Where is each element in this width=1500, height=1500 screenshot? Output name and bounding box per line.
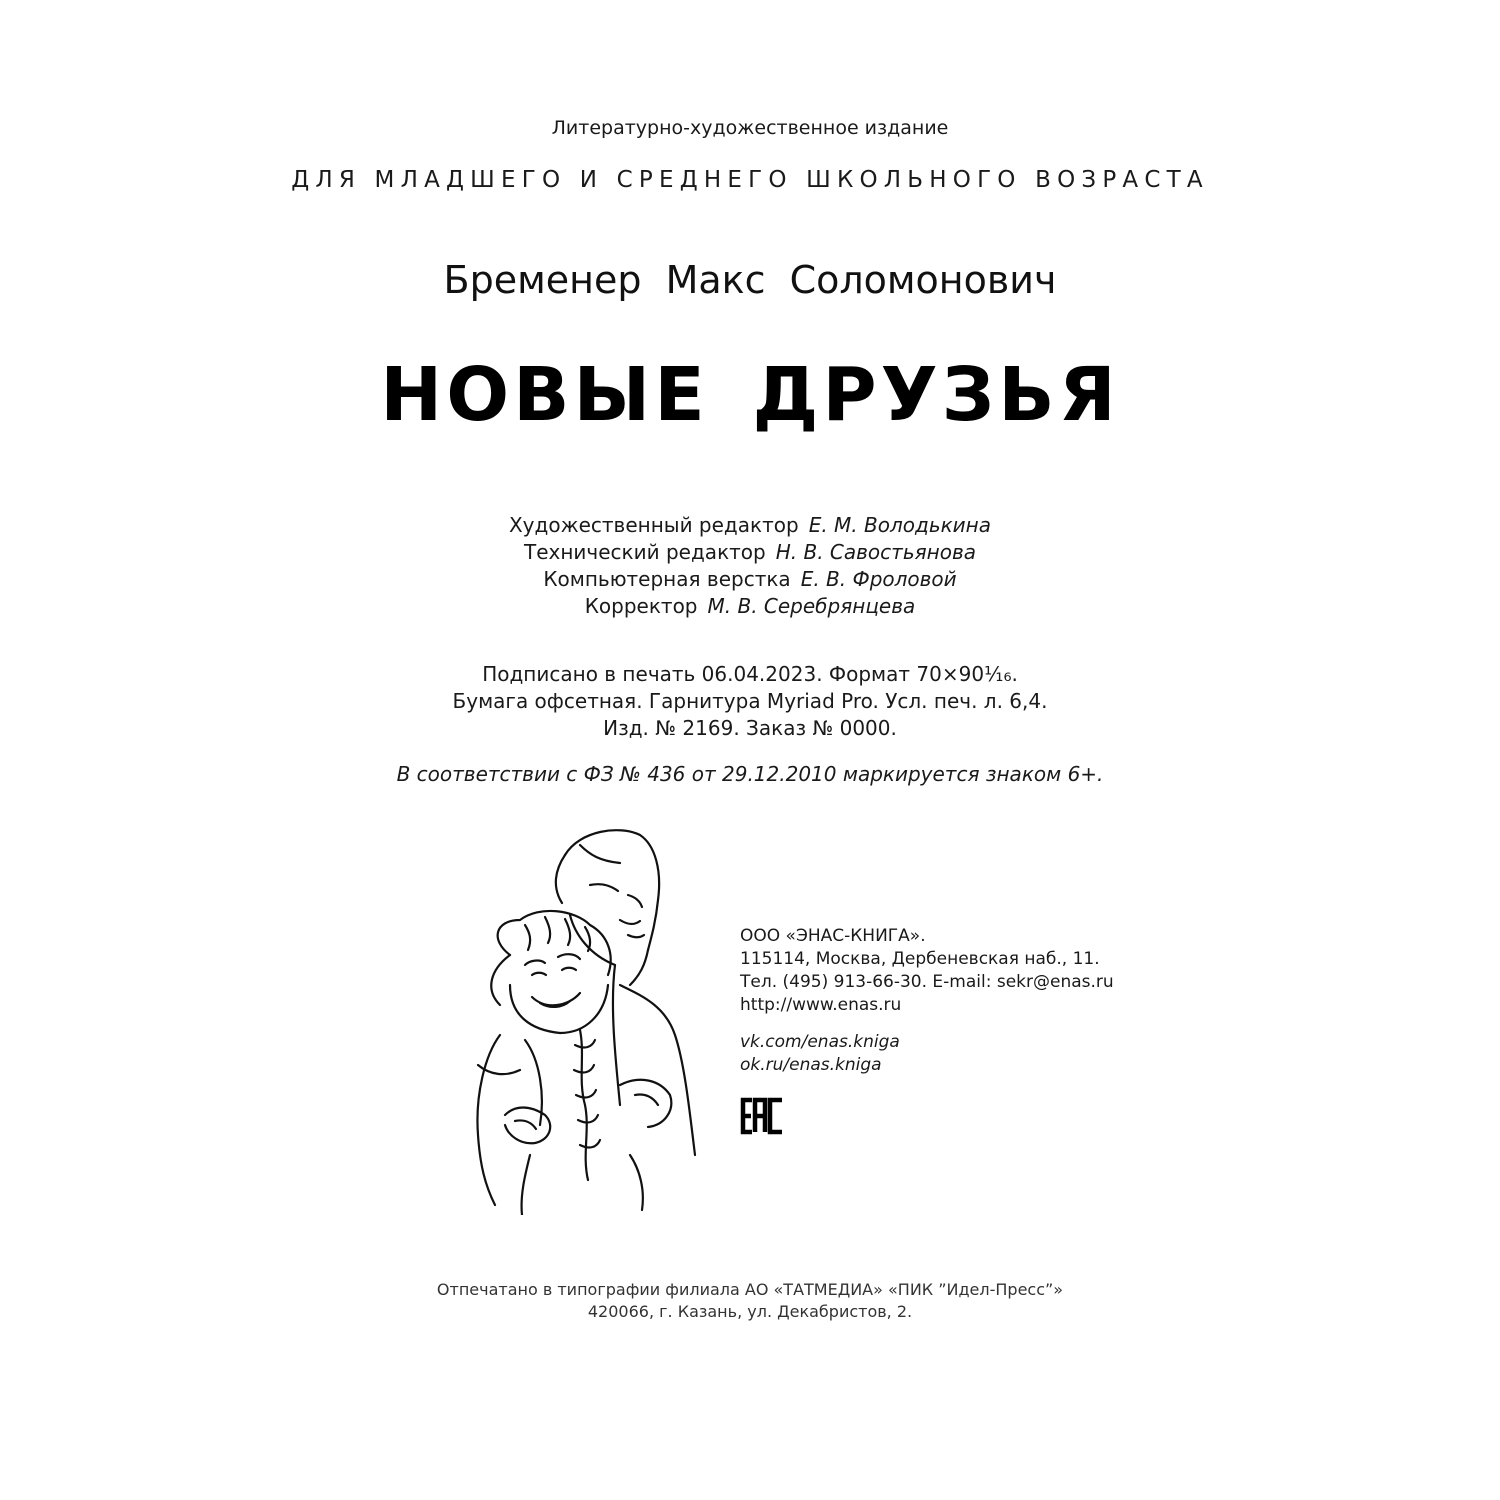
book-author: Бременер Макс Соломонович: [443, 258, 1057, 302]
publication-type: Литературно-художественное издание: [551, 117, 949, 139]
age-group: ДЛЯ МЛАДШЕГО И СРЕДНЕГО ШКОЛЬНОГО ВОЗРАСТА: [291, 167, 1209, 193]
publisher-vk-link: vk.com/enas.kniga: [740, 1032, 900, 1052]
age-law-notice: В соответствии с ФЗ № 436 от 29.12.2010 маркируется знаком 6+.: [396, 762, 1104, 786]
credit-role: Корректор: [584, 594, 698, 618]
publisher-name: ООО «ЭНАС-КНИГА».: [740, 926, 926, 946]
imprint-block: [0, 661, 1500, 742]
printer-info: [0, 1279, 1500, 1323]
printer-line: Отпечатано в типографии филиала АО «ТАТМЕДИА» «ПИК ”Идел-Пресс”»: [436, 1280, 1064, 1299]
imprint-line: Подписано в печать 06.04.2023. Формат 70×90¹⁄₁₆.: [482, 662, 1018, 686]
credit-row: [0, 593, 1500, 620]
credit-role: Художественный редактор: [508, 513, 799, 537]
credit-row: [0, 539, 1500, 566]
credit-name: Е. В. Фроловой: [800, 567, 957, 591]
credits-block: [0, 512, 1500, 620]
publisher-website: http://www.enas.ru: [740, 995, 902, 1015]
credit-name: М. В. Серебрянцева: [707, 594, 916, 618]
publisher-contacts: [740, 925, 1114, 1077]
credit-row: [0, 512, 1500, 539]
publisher-address: 115114, Москва, Дербеневская наб., 11.: [740, 949, 1100, 969]
credit-role: Компьютерная верстка: [543, 567, 791, 591]
eac-certification-mark: [740, 1097, 786, 1135]
credit-name: Н. В. Савостьянова: [775, 540, 976, 564]
book-title: НОВЫЕ ДРУЗЬЯ: [380, 352, 1120, 438]
credit-name: Е. М. Володькина: [808, 513, 992, 537]
publisher-phone-email: Тел. (495) 913-66-30. E-mail: sekr@enas.ru: [740, 972, 1114, 992]
publisher-ok-link: ok.ru/enas.kniga: [740, 1055, 882, 1075]
illustration-two-girls: [470, 825, 700, 1215]
imprint-line: Изд. № 2169. Заказ № 0000.: [603, 716, 897, 740]
credit-row: [0, 566, 1500, 593]
imprint-line: Бумага офсетная. Гарнитура Myriad Pro. Усл. печ. л. 6,4.: [452, 689, 1048, 713]
credit-role: Технический редактор: [524, 540, 766, 564]
printer-line: 420066, г. Казань, ул. Декабристов, 2.: [587, 1302, 913, 1321]
